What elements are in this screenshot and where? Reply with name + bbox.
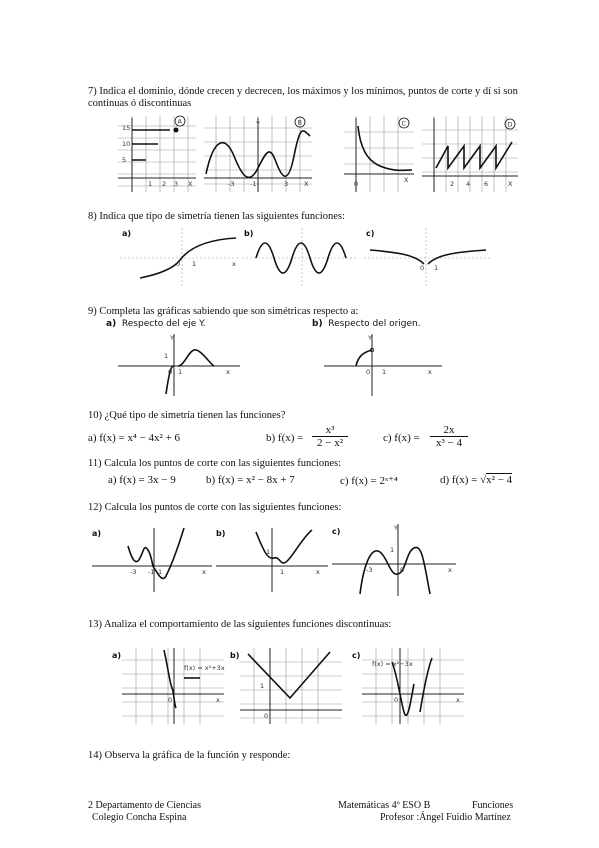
q14-text: 14) Observa la gráfica de la función y responde:: [88, 750, 291, 761]
q9-graph-b: [324, 332, 442, 396]
svg-text:6: 6: [484, 180, 489, 188]
q8-graph-a: [120, 228, 238, 286]
q9-label-b: b): [312, 319, 323, 329]
q10-c-num: 2x: [430, 424, 468, 437]
q13-text: 13) Analiza el comportamiento de las siguientes funciones discontinuas:: [88, 619, 392, 630]
svg-text:0: 0: [400, 566, 405, 574]
footer-teacher: Profesor :Ángel Fuidio Martínez: [380, 812, 511, 823]
svg-text:Y: Y: [394, 524, 398, 532]
q12-label-a: a): [92, 529, 102, 538]
q8-label-c: c): [366, 229, 375, 238]
q12-graph-a: [92, 526, 212, 592]
q7-tag-c: C: [401, 119, 407, 128]
q8-graph-c: [364, 228, 490, 286]
q12-text: 12) Calcula los puntos de corte con las siguientes funciones:: [88, 502, 342, 513]
svg-text:1: 1: [192, 260, 197, 268]
q8-label-a: a): [122, 229, 132, 238]
q7-text: 7) Indica el dominio, dónde crecen y decrecen, los máximos y los mínimos, puntos de corte y dí si son continuas ó discontinuas: [88, 86, 518, 109]
svg-text:-3: -3: [366, 566, 373, 574]
q10-c-prefix: c) f(x) =: [383, 432, 420, 444]
svg-text:X: X: [404, 176, 409, 184]
svg-text:-1: -1: [250, 180, 257, 188]
q8-text: 8) Indica que tipo de simetría tienen las siguientes funciones:: [88, 211, 345, 222]
svg-text:Y: Y: [256, 120, 260, 128]
q13-graph-b: [230, 648, 342, 724]
svg-text:1: 1: [158, 568, 163, 576]
footer-topic: Funciones: [472, 800, 514, 811]
svg-text:2: 2: [450, 180, 455, 188]
q10-b-num: x³: [312, 424, 348, 437]
q13-a-formula: f(x) = x²+3x: [184, 664, 225, 672]
q9-label-a: a): [106, 319, 117, 329]
q8-label-b: b): [244, 229, 254, 238]
q7-graph-a: [118, 116, 196, 192]
q13-graph-a: [112, 648, 224, 724]
q7-graph-c: [344, 116, 414, 192]
svg-text:X: X: [188, 180, 193, 188]
svg-text:1: 1: [434, 264, 439, 272]
svg-text:Y: Y: [368, 334, 372, 342]
footer-school: Colegio Concha Espina: [92, 812, 187, 823]
footer-dept: 2 Departamento de Ciencias: [88, 800, 202, 811]
q7-tag-b: B: [297, 118, 302, 127]
q9-graph-a: [118, 332, 240, 396]
q12-label-b: b): [216, 529, 226, 538]
footer-subject: Matemáticas 4º ESO B: [338, 800, 431, 811]
svg-text:Y: Y: [170, 334, 174, 342]
svg-text:2: 2: [162, 180, 167, 188]
svg-text:-3: -3: [228, 180, 235, 188]
q12-graph-c: [332, 522, 456, 596]
svg-text:1: 1: [178, 368, 183, 376]
q12-graph-b: [216, 526, 328, 592]
svg-text:1: 1: [280, 568, 285, 576]
svg-text:0: 0: [176, 260, 181, 268]
svg-text:1: 1: [382, 368, 387, 376]
svg-text:1: 1: [164, 352, 169, 360]
svg-text:0: 0: [366, 368, 371, 376]
q9-text: 9) Completa las gráficas sabiendo que son simétricas respecto a:: [88, 306, 359, 317]
q10-b-prefix: b) f(x) =: [266, 432, 304, 444]
svg-text:5: 5: [122, 156, 127, 164]
svg-text:x: x: [316, 568, 320, 576]
q7-graph-b: [204, 116, 312, 192]
svg-text:x: x: [202, 568, 206, 576]
q11-text: 11) Calcula los puntos de corte con las siguientes funciones:: [88, 458, 342, 469]
svg-text:X: X: [508, 180, 513, 188]
svg-text:X: X: [304, 180, 309, 188]
svg-text:x: x: [448, 566, 452, 574]
svg-text:1: 1: [390, 546, 395, 554]
svg-text:0: 0: [168, 696, 173, 704]
svg-text:-3: -3: [130, 568, 137, 576]
svg-text:1: 1: [148, 180, 153, 188]
svg-text:1: 1: [260, 682, 265, 690]
q7-tag-a: A: [177, 117, 182, 126]
svg-text:3: 3: [174, 180, 179, 188]
q11-b: b) f(x) = x² − 8x + 7: [206, 474, 295, 486]
q13-c-formula: f(x) = x²−3x: [372, 660, 413, 668]
q11-a: a) f(x) = 3x − 9: [108, 474, 176, 486]
svg-text:x: x: [216, 696, 220, 704]
q11-c: c) f(x) = 2ˣ⁺⁴: [340, 475, 398, 487]
svg-text:x: x: [428, 368, 432, 376]
q9-a-text: Respecto del eje Y.: [121, 319, 206, 329]
q13-label-a: a): [112, 651, 122, 660]
svg-text:0: 0: [168, 368, 173, 376]
svg-text:0: 0: [354, 180, 359, 188]
svg-text:15: 15: [122, 124, 131, 132]
q7-graph-d: [422, 116, 518, 192]
svg-text:x: x: [226, 368, 230, 376]
q13-graph-c: [352, 648, 464, 724]
q13-label-c: c): [352, 651, 361, 660]
q10-a: a) f(x) = x⁴ − 4x² + 6: [88, 432, 181, 444]
svg-text:10: 10: [122, 140, 131, 148]
q7-tag-d: D: [507, 120, 513, 129]
q9-b-text: Respecto del origen.: [328, 319, 421, 329]
svg-text:3: 3: [284, 180, 289, 188]
svg-text:-1: -1: [148, 568, 155, 576]
svg-text:0: 0: [420, 264, 425, 272]
q13-label-b: b): [230, 651, 240, 660]
svg-text:0: 0: [394, 696, 399, 704]
q10-b-den: 2 − x²: [316, 437, 343, 449]
q11-d-prefix: d) f(x) =: [440, 474, 478, 486]
q8-graph-b: [242, 228, 356, 286]
q10-c-den: x³ − 4: [435, 437, 462, 449]
svg-text:x: x: [232, 260, 236, 268]
q10-text: 10) ¿Qué tipo de simetría tienen las funciones?: [88, 410, 286, 421]
q11-d-radicand: x² − 4: [486, 474, 513, 486]
svg-text:4: 4: [466, 180, 471, 188]
svg-text:x: x: [456, 696, 460, 704]
q12-label-c: c): [332, 527, 341, 536]
svg-text:1: 1: [266, 548, 271, 556]
svg-text:0: 0: [264, 712, 269, 720]
